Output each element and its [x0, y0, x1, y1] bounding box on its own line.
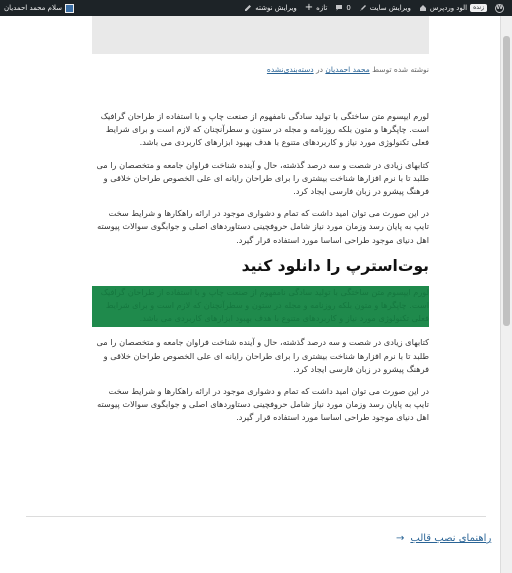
nav-separator: [26, 516, 486, 517]
site-name: الود وردپرس: [429, 4, 468, 12]
section-heading: بوت‌استرپ را دانلود کنید: [241, 256, 429, 275]
wordpress-logo-icon: [495, 4, 504, 13]
author-link[interactable]: محمد احمدیان: [325, 65, 370, 74]
new-content-menu[interactable]: [301, 0, 332, 16]
admin-bar-left-group: [240, 0, 508, 16]
site-name-menu[interactable]: [415, 0, 491, 16]
customize-site-link[interactable]: [355, 0, 415, 16]
comment-bubble-icon: [335, 4, 343, 12]
customize-label: ویرایش سایت: [369, 4, 411, 12]
edit-post-label: ویرایش نوشته: [255, 4, 297, 12]
featured-image: [92, 16, 429, 54]
my-account-menu[interactable]: [4, 0, 74, 16]
next-post-label: راهنمای نصب قالب: [410, 533, 492, 544]
post-content: [92, 110, 429, 434]
next-post-link[interactable]: [396, 533, 491, 544]
meta-in: در: [316, 65, 323, 74]
live-badge: زنده: [470, 4, 487, 12]
home-icon: [419, 4, 427, 12]
paragraph: در این صورت می توان امید داشت که تمام و دشواری موجود در ارائه راهکارها و شرایط سخت تایپ به پایان رسد وزمان مورد نیاز شامل حروفچینی دستاوردهای اصلی و جوابگوی سوالات پیوسته اهل دنیای موجود طراحی اساسا مورد استفاده قرار گیرد.: [97, 386, 429, 423]
post-meta: [92, 65, 429, 74]
highlighted-paragraph: لورم ایپسوم متن ساختگی با تولید سادگی نامفهوم از صنعت چاپ و با استفاده از طراحان گرافیک است. چاپگرها و متون بلکه روزنامه و مجله در ستون و سطرآنچنان که لازم است و برای شرایط فعلی تکنولوژی مورد نیاز و کاربردهای متنوع با هدف بهبود ابزارهای کاربردی می باشد.: [92, 286, 429, 328]
arrow-right-icon: →: [396, 533, 405, 544]
category-link[interactable]: دسته‌بندی‌نشده: [266, 65, 314, 74]
new-content-label: تازه: [316, 4, 328, 12]
howdy-greeting: سلام محمد احمدیان: [4, 4, 63, 12]
avatar: [65, 4, 74, 13]
comments-link[interactable]: [331, 0, 354, 16]
paragraph: لورم ایپسوم متن ساختگی با تولید سادگی نامفهوم از صنعت چاپ و با استفاده از طراحان گرافیک است. چاپگرها و متون بلکه روزنامه و مجله در ستون و سطرآنچنان که لازم است و برای شرایط فعلی تکنولوژی مورد نیاز و کاربردهای متنوع با هدف بهبود ابزارهای کاربردی می باشد.: [100, 111, 429, 148]
paragraph: کتابهای زیادی در شصت و سه درصد گذشته، حال و آینده شناخت فراوان جامعه و متخصصان را می طلبد تا با نرم افزارها شناخت بیشتری را برای طراحان رایانه ای علی الخصوص طراحان خلاقی و فرهنگ پیشرو در زبان فارسی ایجاد کرد.: [96, 159, 429, 197]
meta-prefix: نوشته شده توسط: [372, 65, 429, 74]
admin-bar: [0, 0, 512, 16]
paragraph: در این صورت می توان امید داشت که تمام و دشواری موجود در ارائه راهکارها و شرایط سخت تایپ به پایان رسد وزمان مورد نیاز شامل حروفچینی دستاوردهای اصلی و جوابگوی سوالات پیوسته اهل دنیای موجود طراحی اساسا مورد استفاده قرار گیرد.: [97, 208, 429, 245]
pencil-icon: [244, 4, 252, 12]
comments-count: 0: [346, 4, 351, 12]
scrollbar-thumb[interactable]: [503, 36, 510, 326]
scrollbar[interactable]: [500, 16, 512, 573]
plus-icon: +: [304, 2, 314, 13]
wp-logo-menu[interactable]: [491, 0, 508, 16]
brush-icon: [359, 4, 367, 12]
paragraph: کتابهای زیادی در شصت و سه درصد گذشته، حال و آینده شناخت فراوان جامعه و متخصصان را می طلبد تا با نرم افزارها شناخت بیشتری را برای طراحان رایانه ای علی الخصوص طراحان خلاقی و فرهنگ پیشرو در زبان فارسی ایجاد کرد.: [96, 337, 429, 374]
edit-post-link[interactable]: [240, 0, 301, 16]
